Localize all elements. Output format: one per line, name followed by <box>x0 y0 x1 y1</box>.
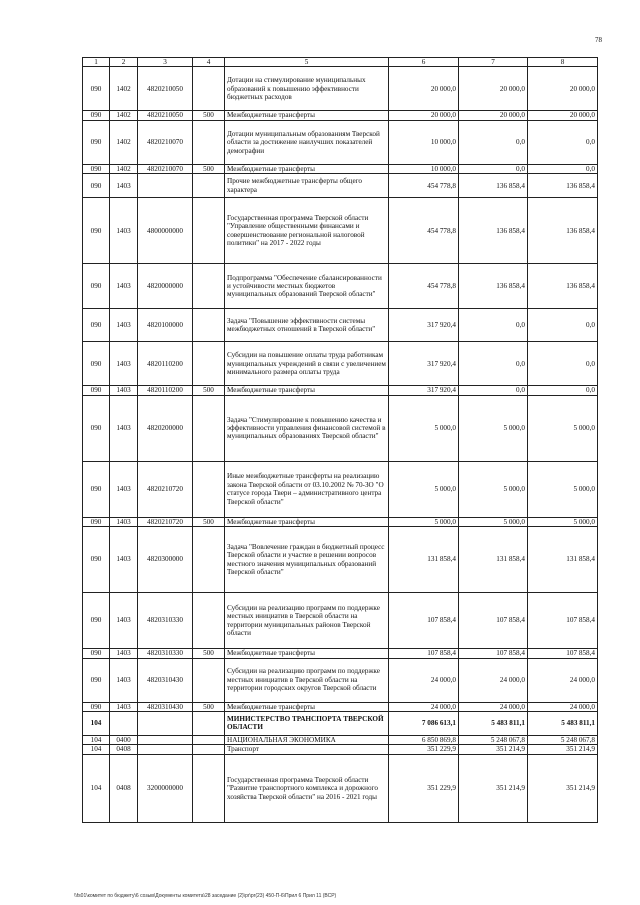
cell-target-article: 4820310430 <box>138 658 193 702</box>
cell-expense-type <box>193 593 225 649</box>
cell-amount-year-3: 0,0 <box>528 164 598 173</box>
cell-amount-year-2: 131 858,4 <box>459 527 528 593</box>
table-row <box>83 264 598 309</box>
cell-amount-year-2: 20 000,0 <box>459 111 528 120</box>
cell-admin-code: 090 <box>83 649 110 658</box>
cell-amount-year-1: 10 000,0 <box>389 164 459 173</box>
cell-section-code: 1403 <box>110 174 138 198</box>
cell-name: Межбюджетные трансферты <box>225 517 389 526</box>
cell-amount-year-2: 0,0 <box>459 309 528 342</box>
cell-name: Дотации на стимулирование муниципальных образований к повышению эффективности бюджетных расходов <box>225 67 389 111</box>
cell-target-article: 4820110200 <box>138 342 193 386</box>
table-row <box>83 174 598 198</box>
cell-name: Межбюджетные трансферты <box>225 164 389 173</box>
cell-target-article: 4820210720 <box>138 517 193 526</box>
cell-amount-year-2: 351 214,9 <box>459 745 528 754</box>
cell-expense-type: 500 <box>193 517 225 526</box>
cell-target-article <box>138 745 193 754</box>
cell-name: Субсидии на повышение оплаты труда работникам муниципальных учреждений в связи с увеличением минимального размера оплаты труда <box>225 342 389 386</box>
cell-name: Субсидии на реализацию программ по поддержке местных инициатив в Тверской области на территории городских округов Тверской области <box>225 658 389 702</box>
cell-admin-code: 090 <box>83 264 110 309</box>
cell-name: Подпрограмма "Обеспечение сбалансированности и устойчивости местных бюджетов муниципальных образований Тверской области" <box>225 264 389 309</box>
cell-amount-year-2: 136 858,4 <box>459 264 528 309</box>
cell-section-code: 1403 <box>110 658 138 702</box>
cell-admin-code: 090 <box>83 120 110 164</box>
cell-expense-type <box>193 658 225 702</box>
cell-amount-year-1: 454 778,8 <box>389 198 459 264</box>
cell-expense-type: 500 <box>193 386 225 395</box>
cell-admin-code: 104 <box>83 745 110 754</box>
cell-target-article <box>138 735 193 744</box>
cell-section-code: 1403 <box>110 386 138 395</box>
cell-admin-code: 090 <box>83 702 110 711</box>
cell-admin-code: 104 <box>83 735 110 744</box>
table-row <box>83 711 598 735</box>
column-header: 1 <box>83 58 110 67</box>
cell-amount-year-1: 351 229,9 <box>389 745 459 754</box>
cell-amount-year-1: 317 920,4 <box>389 386 459 395</box>
cell-amount-year-3: 5 000,0 <box>528 517 598 526</box>
cell-section-code: 1403 <box>110 649 138 658</box>
cell-name: Субсидии на реализацию программ по поддержке местных инициатив в Тверской области на территории муниципальных районов Тверской области <box>225 593 389 649</box>
table-row <box>83 735 598 744</box>
cell-amount-year-3: 351 214,9 <box>528 745 598 754</box>
cell-amount-year-1: 6 850 869,8 <box>389 735 459 744</box>
cell-expense-type <box>193 527 225 593</box>
cell-target-article: 4820310330 <box>138 593 193 649</box>
cell-amount-year-1: 20 000,0 <box>389 111 459 120</box>
table-row <box>83 395 598 461</box>
cell-amount-year-3: 5 000,0 <box>528 395 598 461</box>
cell-amount-year-3: 136 858,4 <box>528 174 598 198</box>
column-header: 6 <box>389 58 459 67</box>
cell-section-code: 0408 <box>110 754 138 822</box>
cell-admin-code: 090 <box>83 395 110 461</box>
cell-amount-year-1: 107 858,4 <box>389 649 459 658</box>
cell-admin-code: 090 <box>83 461 110 517</box>
cell-amount-year-1: 131 858,4 <box>389 527 459 593</box>
cell-name: Государственная программа Тверской области "Управление общественными финансами и совершенствование региональной налоговой политики" на 2017 - 2022 годы <box>225 198 389 264</box>
cell-amount-year-2: 24 000,0 <box>459 658 528 702</box>
cell-amount-year-3: 136 858,4 <box>528 264 598 309</box>
cell-amount-year-3: 0,0 <box>528 120 598 164</box>
column-header: 8 <box>528 58 598 67</box>
cell-amount-year-2: 136 858,4 <box>459 198 528 264</box>
cell-section-code: 1403 <box>110 461 138 517</box>
cell-name: Прочие межбюджетные трансферты общего характера <box>225 174 389 198</box>
cell-amount-year-1: 10 000,0 <box>389 120 459 164</box>
budget-table <box>82 57 598 823</box>
cell-amount-year-1: 20 000,0 <box>389 67 459 111</box>
cell-target-article: 4820210070 <box>138 164 193 173</box>
cell-amount-year-1: 454 778,8 <box>389 264 459 309</box>
cell-admin-code: 090 <box>83 342 110 386</box>
cell-expense-type <box>193 198 225 264</box>
cell-section-code: 1403 <box>110 342 138 386</box>
cell-expense-type: 500 <box>193 164 225 173</box>
cell-admin-code: 104 <box>83 711 110 735</box>
cell-amount-year-2: 5 000,0 <box>459 461 528 517</box>
table-row <box>83 111 598 120</box>
cell-amount-year-2: 0,0 <box>459 164 528 173</box>
cell-target-article: 4820210050 <box>138 67 193 111</box>
cell-section-code: 1403 <box>110 593 138 649</box>
cell-amount-year-3: 131 858,4 <box>528 527 598 593</box>
cell-expense-type: 500 <box>193 111 225 120</box>
cell-amount-year-3: 351 214,9 <box>528 754 598 822</box>
cell-section-code <box>110 711 138 735</box>
cell-section-code: 1402 <box>110 164 138 173</box>
cell-amount-year-1: 107 858,4 <box>389 593 459 649</box>
cell-expense-type: 500 <box>193 702 225 711</box>
table-row <box>83 658 598 702</box>
cell-amount-year-3: 24 000,0 <box>528 658 598 702</box>
cell-name: Межбюджетные трансферты <box>225 702 389 711</box>
cell-admin-code: 090 <box>83 517 110 526</box>
cell-name: НАЦИОНАЛЬНАЯ ЭКОНОМИКА <box>225 735 389 744</box>
page-number: 78 <box>595 36 602 44</box>
cell-name: Межбюджетные трансферты <box>225 386 389 395</box>
cell-name: Межбюджетные трансферты <box>225 649 389 658</box>
cell-admin-code: 090 <box>83 309 110 342</box>
cell-section-code: 1403 <box>110 309 138 342</box>
cell-section-code: 0400 <box>110 735 138 744</box>
cell-name: Задача "Стимулирование к повышению качества и эффективности управления финансовой системой в муниципальных образованиях Тверской области" <box>225 395 389 461</box>
cell-amount-year-3: 5 483 811,1 <box>528 711 598 735</box>
cell-amount-year-2: 0,0 <box>459 120 528 164</box>
cell-admin-code: 090 <box>83 164 110 173</box>
cell-admin-code: 090 <box>83 527 110 593</box>
cell-expense-type <box>193 711 225 735</box>
cell-target-article: 4820200000 <box>138 395 193 461</box>
table-row <box>83 67 598 111</box>
cell-expense-type <box>193 395 225 461</box>
table-row <box>83 461 598 517</box>
cell-amount-year-3: 0,0 <box>528 386 598 395</box>
cell-admin-code: 090 <box>83 174 110 198</box>
cell-amount-year-1: 5 000,0 <box>389 395 459 461</box>
cell-amount-year-1: 454 778,8 <box>389 174 459 198</box>
table-row <box>83 164 598 173</box>
cell-name: Межбюджетные трансферты <box>225 111 389 120</box>
cell-name: МИНИСТЕРСТВО ТРАНСПОРТА ТВЕРСКОЙ ОБЛАСТИ <box>225 711 389 735</box>
cell-amount-year-2: 20 000,0 <box>459 67 528 111</box>
cell-target-article <box>138 174 193 198</box>
column-header: 5 <box>225 58 389 67</box>
cell-target-article <box>138 711 193 735</box>
cell-admin-code: 090 <box>83 111 110 120</box>
cell-admin-code: 090 <box>83 593 110 649</box>
table-row <box>83 386 598 395</box>
cell-target-article: 4820210720 <box>138 461 193 517</box>
column-header: 3 <box>138 58 193 67</box>
cell-expense-type <box>193 461 225 517</box>
cell-amount-year-3: 20 000,0 <box>528 111 598 120</box>
cell-target-article: 4800000000 <box>138 198 193 264</box>
table-header-row <box>83 58 598 67</box>
cell-name: Транспорт <box>225 745 389 754</box>
cell-target-article: 4820000000 <box>138 264 193 309</box>
cell-amount-year-1: 7 086 613,1 <box>389 711 459 735</box>
cell-amount-year-3: 0,0 <box>528 342 598 386</box>
cell-amount-year-2: 107 858,4 <box>459 593 528 649</box>
cell-target-article: 4820110200 <box>138 386 193 395</box>
cell-amount-year-2: 5 483 811,1 <box>459 711 528 735</box>
cell-amount-year-2: 0,0 <box>459 342 528 386</box>
cell-amount-year-3: 5 000,0 <box>528 461 598 517</box>
cell-amount-year-3: 107 858,4 <box>528 649 598 658</box>
cell-amount-year-2: 5 000,0 <box>459 395 528 461</box>
cell-target-article: 4820310330 <box>138 649 193 658</box>
cell-section-code: 1402 <box>110 111 138 120</box>
cell-amount-year-1: 317 920,4 <box>389 309 459 342</box>
cell-amount-year-1: 351 229,9 <box>389 754 459 822</box>
table-row <box>83 702 598 711</box>
column-header: 7 <box>459 58 528 67</box>
cell-expense-type <box>193 264 225 309</box>
table-row <box>83 649 598 658</box>
cell-expense-type <box>193 745 225 754</box>
cell-expense-type: 500 <box>193 649 225 658</box>
cell-expense-type <box>193 735 225 744</box>
table-row <box>83 198 598 264</box>
cell-target-article: 4820100000 <box>138 309 193 342</box>
cell-admin-code: 104 <box>83 754 110 822</box>
cell-name: Задача "Повышение эффективности системы межбюджетных отношений в Тверской области" <box>225 309 389 342</box>
cell-target-article: 4820310430 <box>138 702 193 711</box>
cell-amount-year-1: 317 920,4 <box>389 342 459 386</box>
cell-expense-type <box>193 309 225 342</box>
cell-amount-year-2: 351 214,9 <box>459 754 528 822</box>
cell-amount-year-2: 5 248 067,8 <box>459 735 528 744</box>
column-header: 4 <box>193 58 225 67</box>
column-header: 2 <box>110 58 138 67</box>
cell-amount-year-1: 5 000,0 <box>389 461 459 517</box>
table-row <box>83 517 598 526</box>
cell-amount-year-2: 107 858,4 <box>459 649 528 658</box>
cell-amount-year-2: 136 858,4 <box>459 174 528 198</box>
table-row <box>83 745 598 754</box>
table-row <box>83 593 598 649</box>
cell-amount-year-3: 107 858,4 <box>528 593 598 649</box>
cell-target-article: 4820210050 <box>138 111 193 120</box>
cell-amount-year-3: 136 858,4 <box>528 198 598 264</box>
cell-name: Иные межбюджетные трансферты на реализацию закона Тверской области от 03.10.2002 № 70-ЗО "О статусе города Твери – административного центра Тверской области" <box>225 461 389 517</box>
table-body <box>83 67 598 822</box>
cell-expense-type <box>193 67 225 111</box>
cell-target-article: 4820210070 <box>138 120 193 164</box>
cell-section-code: 1403 <box>110 517 138 526</box>
cell-amount-year-3: 20 000,0 <box>528 67 598 111</box>
cell-admin-code: 090 <box>83 198 110 264</box>
cell-admin-code: 090 <box>83 67 110 111</box>
cell-amount-year-1: 24 000,0 <box>389 658 459 702</box>
cell-target-article: 3200000000 <box>138 754 193 822</box>
cell-amount-year-3: 24 000,0 <box>528 702 598 711</box>
cell-name: Задача "Вовлечение граждан в бюджетный процесс Тверской области и участие в решении вопросов местного значения муниципальных образований Тверской области" <box>225 527 389 593</box>
table-row <box>83 342 598 386</box>
cell-expense-type <box>193 174 225 198</box>
cell-section-code: 1403 <box>110 527 138 593</box>
table-row <box>83 309 598 342</box>
cell-admin-code: 090 <box>83 386 110 395</box>
cell-section-code: 0408 <box>110 745 138 754</box>
cell-name: Государственная программа Тверской области "Развитие транспортного комплекса и дорожного хозяйства Тверской области" на 2016 - 2021 годы <box>225 754 389 822</box>
cell-name: Дотации муниципальным образованиям Тверской области за достижение наилучших показателей демографии <box>225 120 389 164</box>
footer-file-path: \\fs01\комитет по бюджету\6 созыв\Документы комитета\28 заседание (2)\pr\pr(23) 450-П-6\Прил 6 Прил 11 (ВСР) <box>74 893 337 899</box>
table-row <box>83 527 598 593</box>
cell-section-code: 1402 <box>110 120 138 164</box>
cell-amount-year-2: 0,0 <box>459 386 528 395</box>
cell-expense-type <box>193 342 225 386</box>
cell-admin-code: 090 <box>83 658 110 702</box>
cell-expense-type <box>193 120 225 164</box>
cell-amount-year-3: 5 248 067,8 <box>528 735 598 744</box>
cell-expense-type <box>193 754 225 822</box>
cell-section-code: 1403 <box>110 198 138 264</box>
cell-section-code: 1403 <box>110 395 138 461</box>
cell-amount-year-1: 24 000,0 <box>389 702 459 711</box>
cell-section-code: 1403 <box>110 264 138 309</box>
cell-amount-year-1: 5 000,0 <box>389 517 459 526</box>
cell-section-code: 1403 <box>110 702 138 711</box>
cell-amount-year-2: 24 000,0 <box>459 702 528 711</box>
table-row <box>83 754 598 822</box>
cell-section-code: 1402 <box>110 67 138 111</box>
table-row <box>83 120 598 164</box>
cell-amount-year-2: 5 000,0 <box>459 517 528 526</box>
cell-target-article: 4820300000 <box>138 527 193 593</box>
cell-amount-year-3: 0,0 <box>528 309 598 342</box>
